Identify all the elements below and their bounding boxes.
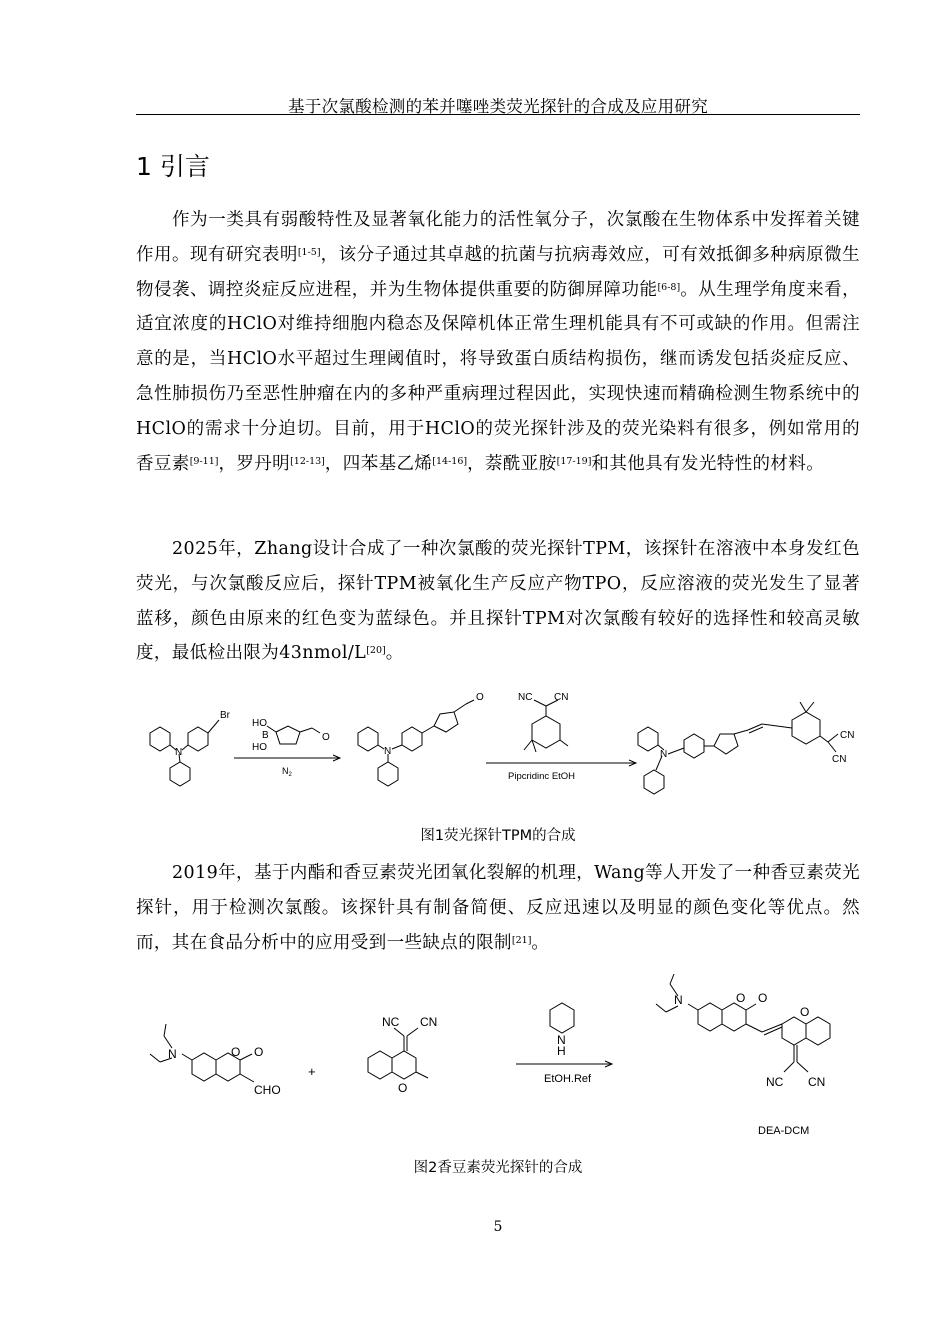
reactant-coumarin-benzene xyxy=(192,1053,216,1081)
label-n2: $N_2$ xyxy=(282,766,292,778)
citation-12-13: [12-13] xyxy=(290,455,325,467)
paragraph-wang xyxy=(136,856,860,960)
citation-14-16: [14-16] xyxy=(432,455,468,467)
citation-9-11: [9-11] xyxy=(189,455,219,467)
label-n-coumarin: N xyxy=(168,1047,177,1061)
citation-20: [20] xyxy=(366,645,386,657)
label-product-name: DEA-DCM xyxy=(758,1125,810,1137)
reactant-chromene-pyran xyxy=(392,1051,416,1079)
reactant1-ring-bottom xyxy=(170,762,190,786)
label-o-carbonyl-product: O xyxy=(758,991,768,1005)
para2-text-2: 。 xyxy=(385,643,404,664)
label-n-product: N xyxy=(674,993,683,1007)
label-cn-product-2: CN xyxy=(832,754,847,765)
piperidine-ring xyxy=(550,1003,574,1033)
reactant-chromene-benzene xyxy=(368,1051,392,1079)
header-rule xyxy=(136,114,860,115)
intermediate-ring-right xyxy=(402,727,422,751)
intermediate-ring-left xyxy=(358,727,378,751)
label-cho: CHO xyxy=(254,1083,281,1097)
product-cyclohexene xyxy=(792,712,820,744)
label-n-product: N xyxy=(660,749,668,760)
label-cn-chromene: CN xyxy=(420,1015,438,1029)
label-ho-1: HO xyxy=(252,718,267,729)
para1-text-7: 和其他具有发光特性的材料。 xyxy=(591,453,825,474)
label-br: Br xyxy=(220,710,230,721)
para1-text-1: 作为一类具有弱酸特性及显著氧化能力的活性氧分子，次氯酸在生物体系中发挥着关键作用。现有研究表明 xyxy=(136,210,860,265)
label-n-piperidine: N xyxy=(557,1033,566,1047)
paragraph-zhang xyxy=(136,532,860,671)
figure-1-scheme xyxy=(136,688,860,813)
label-conditions-2: EtOH.Ref xyxy=(544,1073,592,1085)
running-header: 基于次氯酸检测的苯并噻唑类荧光探针的合成及应用研究 xyxy=(288,97,708,116)
label-n-reactant: N xyxy=(175,747,183,758)
reactant2-furan xyxy=(276,726,300,744)
product-pyran xyxy=(782,1017,806,1045)
product-furan xyxy=(714,734,738,754)
reactant1-ring-left xyxy=(150,727,170,751)
label-cn-reagent: CN xyxy=(554,692,569,703)
para2-text-1: 2025年，Zhang设计合成了一种次氯酸的荧光探针TPM，该探针在溶液中本身发红色荧光，与次氯酸反应后，探针TPM被氧化生产反应产物TPO，反应溶液的荧光发生了显著蓝移，颜色由原来的红色变为蓝绿色。并且探针TPM对次氯酸有较好的选择性和较高灵敏度，最低检出限为43nmol/L xyxy=(136,539,860,664)
para1-text-5: ，四苯基乙烯 xyxy=(324,453,433,474)
intermediate-ring-bottom xyxy=(378,762,398,786)
section-title: 1 引言 xyxy=(136,152,210,181)
label-nc-reagent: NC xyxy=(518,692,533,703)
label-cn-product-1: CN xyxy=(840,730,855,741)
citation-17-19: [17-19] xyxy=(556,455,592,467)
label-o-pyran-product: O xyxy=(800,1005,810,1019)
product-chromene-benzene xyxy=(806,1017,830,1045)
para1-text-2: ，该分子通过其卓越的抗菌与抗病毒效应，可有效抵御多种病原微生物侵袭、调控炎症反应进程，并为生物体提供重要的防御屏障功能 xyxy=(136,244,860,300)
label-o-chromene: O xyxy=(398,1081,408,1095)
product-coumarin-benzene xyxy=(698,1003,722,1031)
label-o-intermediate: O xyxy=(476,692,484,703)
label-n-intermediate: N xyxy=(384,746,392,757)
para1-text-3: 。从生理学角度来看，适宜浓度的HClO对维持细胞内稳态及保障机体正常生理机能具有不可或缺的作用。但需注意的是，当HClO水平超过生理阈值时，将导致蛋白质结构损伤，继而诱发包括炎症反应、急性肺损伤乃至恶性肿瘤在内的多种严重病理过程因此，实现快速而精确检测生物系统中的HClO的需求十分迫切。目前，用于HClO的荧光探针涉及的荧光染料有很多，例如常用的香豆素 xyxy=(136,279,860,474)
citation-6-8: [6-8] xyxy=(657,281,681,293)
page-number: 5 xyxy=(493,1219,503,1235)
label-plus: + xyxy=(308,1064,316,1079)
figure-2-scheme xyxy=(136,966,860,1141)
label-o-ring-product: O xyxy=(736,991,746,1005)
paragraph-intro xyxy=(136,203,860,481)
product-ring-left xyxy=(638,727,658,751)
intermediate-furan xyxy=(434,712,458,732)
figure-1-caption: 图1荧光探针TPM的合成 xyxy=(420,828,576,844)
label-h-piperidine: H xyxy=(557,1044,566,1058)
product-ring-right xyxy=(684,734,704,758)
reactant1-ring-right xyxy=(188,727,208,751)
label-conditions-1: Pipcridinc EtOH xyxy=(508,771,576,782)
label-cn-product: CN xyxy=(808,1075,826,1089)
para1-text-4: ，罗丹明 xyxy=(218,453,291,474)
para3-text-1: 2019年，基于内酯和香豆素荧光团氧化裂解的机理，Wang等人开发了一种香豆素荧光探针，用于检测次氯酸。该探针具有制备简便、反应迅速以及明显的颜色变化等优点。然而，其在食品分析中的应用受到一些缺点的限制 xyxy=(136,863,860,953)
reagent-ring xyxy=(532,716,560,748)
label-o-aldehyde: O xyxy=(322,732,330,743)
product-coumarin-pyrone xyxy=(722,1003,746,1031)
product-ring-bottom xyxy=(644,770,664,794)
label-ho-2: HO xyxy=(252,742,267,753)
citation-1-5: [1-5] xyxy=(297,246,321,258)
label-o-carbonyl-coumarin: O xyxy=(254,1045,264,1059)
figure-2-caption: 图2香豆素荧光探针的合成 xyxy=(413,1160,583,1176)
para3-text-2: 。 xyxy=(531,932,550,953)
label-b: B xyxy=(262,730,269,741)
citation-21: [21] xyxy=(511,934,532,946)
label-nc-product: NC xyxy=(766,1075,784,1089)
label-o-ring-coumarin: O xyxy=(231,1045,241,1059)
para1-text-6: ，萘酰亚胺 xyxy=(467,453,557,474)
label-nc-chromene: NC xyxy=(382,1015,400,1029)
